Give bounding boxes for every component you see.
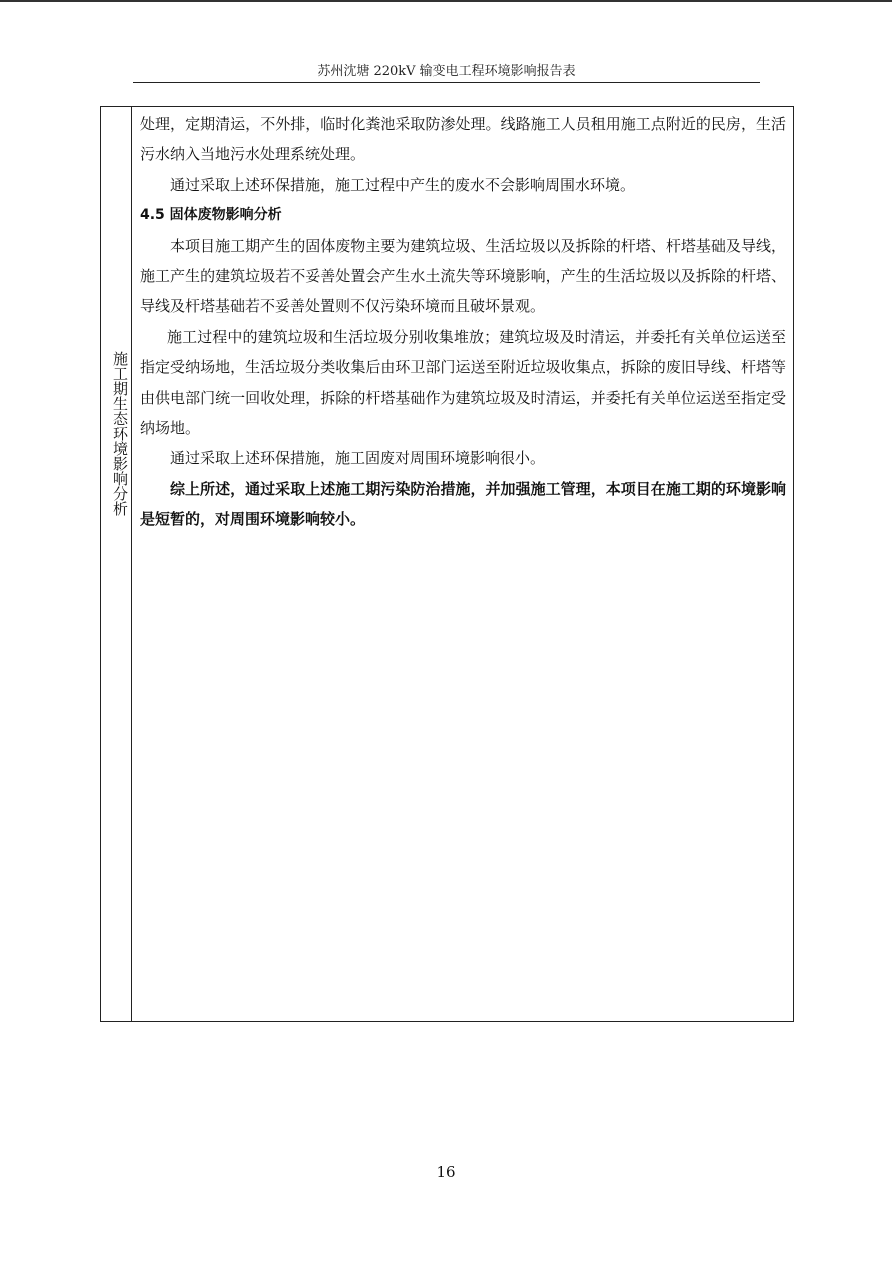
section-heading-solid-waste: 4.5 固体废物影响分析 bbox=[140, 207, 282, 224]
paragraph-wastewater-handling: 处理，定期清运，不外排，临时化粪池采取防渗处理。线路施工人员租用施工点附近的民房，生活污水纳入当地污水处理系统处理。 bbox=[140, 115, 786, 164]
page-header-title: 苏州沈塘 220kV 输变电工程环境影响报告表 bbox=[317, 64, 576, 79]
report-table bbox=[100, 106, 794, 1022]
page-number: 16 bbox=[436, 1163, 456, 1181]
content-cell bbox=[140, 109, 786, 535]
page-top-rule bbox=[0, 0, 892, 2]
paragraph-solid-waste-measures: 施工过程中的建筑垃圾和生活垃圾分别收集堆放；建筑垃圾及时清运，并委托有关单位运送至指定受纳场地，生活垃圾分类收集后由环卫部门运送至附近垃圾收集点，拆除的废旧导线、杆塔等由供电部门统一回收处理，拆除的杆塔基础作为建筑垃圾及时清运，并委托有关单位运送至指定受纳场地。 bbox=[140, 327, 786, 438]
paragraph-summary: 综上所述，通过采取上述施工期污染防治措施，并加强施工管理，本项目在施工期的环境影响是短暂的，对周围环境影响较小。 bbox=[140, 479, 786, 529]
paragraph-solid-waste-conclusion: 通过采取上述环保措施，施工固废对周围环境影响很小。 bbox=[170, 449, 546, 468]
row-label-cell bbox=[101, 107, 132, 1021]
paragraph-solid-waste-sources: 本项目施工期产生的固体废物主要为建筑垃圾、生活垃圾以及拆除的杆塔、杆塔基础及导线，施工产生的建筑垃圾若不妥善处置会产生水土流失等环境影响，产生的生活垃圾以及拆除的杆塔、导线及杆塔基础若不妥善处置则不仅污染环境而且破坏景观。 bbox=[140, 236, 786, 316]
page-header-rule bbox=[133, 82, 760, 83]
paragraph-wastewater-conclusion: 通过采取上述环保措施，施工过程中产生的废水不会影响周围水环境。 bbox=[170, 175, 636, 194]
row-label-text: 施工期生态环境影响分析 bbox=[111, 351, 129, 516]
